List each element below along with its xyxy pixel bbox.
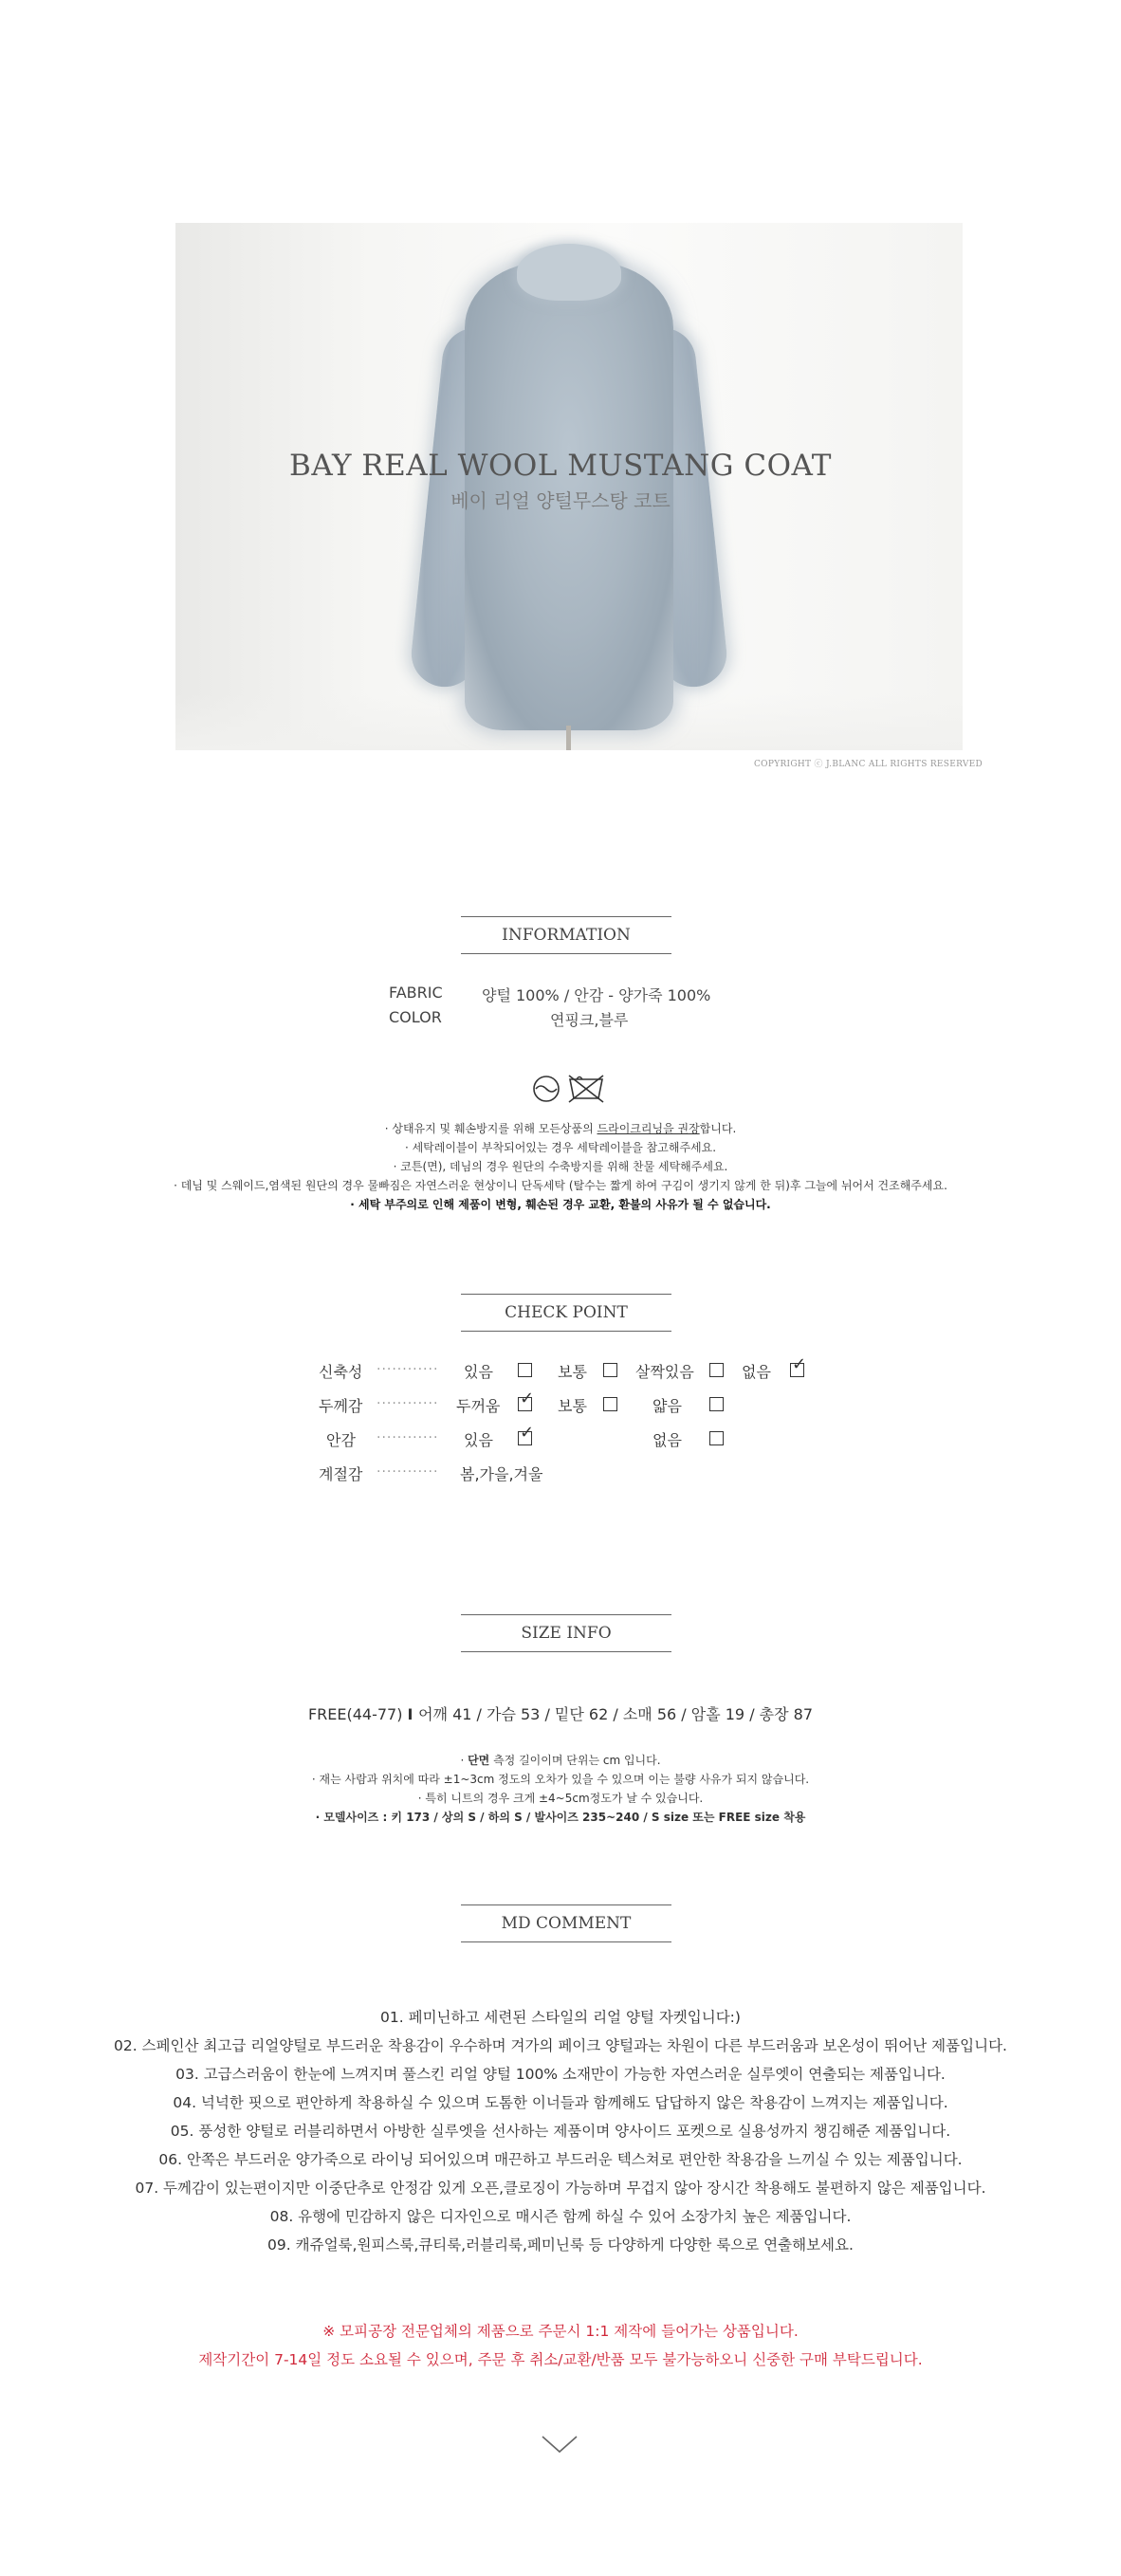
care-line-1-emphasis: 드라이크리닝을 권장: [597, 1122, 700, 1135]
checkpoint-label-thickness: 두께감: [319, 1397, 363, 1415]
md-comment-line: 01. 페미닌하고 세련된 스타일의 리얼 양털 자켓입니다:): [380, 2009, 741, 2026]
copyright-text: COPYRIGHT ⓒ J.BLANC ALL RIGHTS RESERVED: [754, 760, 983, 769]
color-label: COLOR: [389, 1008, 442, 1026]
stretch-normal-checkbox: [603, 1363, 617, 1377]
information-heading: INFORMATION: [461, 916, 671, 954]
stretch-yes-checkbox: [518, 1363, 532, 1377]
md-comment-line: 09. 캐쥬얼룩,원피스룩,큐티룩,러블리룩,페미닌룩 등 다양하게 다양한 룩으로 연출해보세요.: [267, 2236, 854, 2254]
md-comment-list: [0, 2003, 1121, 2259]
option-text: 있음: [464, 1363, 493, 1381]
md-comment-line: 05. 풍성한 양털로 러블리하면서 아방한 실루엣을 선사하는 제품이며 양사이드 포켓으로 실용성까지 챙김해준 제품입니다.: [170, 2123, 951, 2140]
option-text: 살짝있음: [635, 1363, 694, 1381]
care-warning: · 세탁 부주의로 인해 제품이 변형, 훼손된 경우 교환, 환불의 사유가 될 수 없습니다.: [350, 1198, 771, 1211]
measurement-values: 어깨 41 / 가슴 53 / 밑단 62 / 소매 56 / 암홀 19 / 총장 87: [418, 1705, 814, 1723]
color-value: 연핑크,블루: [550, 1011, 629, 1029]
mannequin-stand: [566, 726, 571, 750]
leader-dots: ············: [377, 1362, 439, 1377]
option-text: 없음: [742, 1363, 771, 1381]
checkpoint-label-stretch: 신축성: [319, 1363, 363, 1381]
option-text: 두꺼움: [456, 1397, 501, 1415]
size-measurements: FREE(44-77) I 어깨 41 / 가슴 53 / 밑단 62 / 소매 56 / 암홀 19 / 총장 87: [307, 1705, 814, 1723]
md-comment-line: 08. 유행에 민감하지 않은 디자인으로 매시즌 함께 하실 수 있어 소장가치 높은 제품입니다.: [269, 2208, 852, 2225]
leader-dots: ············: [377, 1464, 439, 1480]
lining-yes-checkbox: [518, 1431, 532, 1445]
fabric-label: FABRIC: [389, 984, 443, 1002]
thickness-normal-checkbox: [603, 1397, 617, 1411]
size-note-2: · 재는 사람과 위치에 따라 ±1~3cm 정도의 오차가 있을 수 있으며 이는 불량 사유가 되지 않습니다.: [311, 1773, 810, 1786]
chevron-down-icon: [539, 2433, 580, 2456]
md-comment-heading: MD COMMENT: [461, 1904, 671, 1942]
lining-no-checkbox: [709, 1431, 724, 1445]
coat-collar: [517, 244, 621, 301]
care-line-3: · 코튼(면), 데님의 경우 원단의 수축방지를 위해 찬물 세탁해주세요.: [393, 1160, 728, 1173]
checkpoint-heading: CHECK POINT: [461, 1294, 671, 1332]
option-text: 보통: [558, 1397, 587, 1415]
product-subtitle: 베이 리얼 양털무스탕 코트: [450, 489, 671, 512]
care-line-4: · 데님 및 스웨이드,염색된 원단의 경우 물빠짐은 자연스러운 현상이니 단독세탁 (탈수는 짧게 하여 구김이 생기지 않게 한 뒤)후 그늘에 뉘어서 건조해주세요.: [174, 1179, 947, 1192]
checkpoint-label-lining: 안감: [326, 1431, 356, 1449]
care-line-1: · 상태유지 및 훼손방지를 위해 모든상품의 드라이크리닝을 권장합니다.: [384, 1122, 737, 1135]
order-notice-line-1: ※ 모피공장 전문업체의 제품으로 주문시 1:1 제작에 들어가는 상품입니다.: [322, 2323, 799, 2340]
care-instructions: [0, 1119, 1121, 1214]
md-comment-line: 02. 스페인산 최고급 리얼양털로 부드러운 착용감이 우수하며 겨가의 페이크 양털과는 차원이 다른 부드러움과 보온성이 뛰어난 제품입니다.: [114, 2037, 1007, 2054]
md-comment-line: 06. 안쪽은 부드러운 양가죽으로 라이닝 되어있으며 매끈하고 부드러운 텍스쳐로 편안한 착용감을 느끼실 수 있는 제품입니다.: [158, 2151, 963, 2168]
size-info-heading: SIZE INFO: [461, 1614, 671, 1652]
size-note-3: · 특히 니트의 경우 크게 ±4~5cm정도가 날 수 있습니다.: [417, 1792, 704, 1805]
thickness-thick-checkbox: [518, 1397, 532, 1411]
checkpoint-label-season: 계절감: [319, 1465, 363, 1483]
care-line-2: · 세탁레이블이 부착되어있는 경우 세탁레이블을 참고해주세요.: [404, 1141, 717, 1154]
size-label: FREE(44-77): [307, 1705, 403, 1723]
thickness-thin-checkbox: [709, 1397, 724, 1411]
option-text: 얇음: [652, 1397, 682, 1415]
option-text: 보통: [558, 1363, 587, 1381]
md-comment-line: 07. 두께감이 있는편이지만 이중단추로 안정감 있게 오픈,클로징이 가능하며 무겁지 않아 장시간 착용해도 불편하지 않은 제품입니다.: [135, 2180, 986, 2197]
no-bleach-icon: [567, 1074, 605, 1104]
stretch-slight-checkbox: [709, 1363, 724, 1377]
leader-dots: ············: [377, 1396, 439, 1411]
product-title: BAY REAL WOOL MUSTANG COAT: [289, 449, 832, 483]
hand-wash-icon: [531, 1075, 561, 1103]
size-notes: [0, 1751, 1121, 1827]
md-comment-line: 04. 넉넉한 핏으로 편안하게 착용하실 수 있으며 도톰한 이너들과 함께해도 답답하지 않은 착용감이 느껴지는 제품입니다.: [173, 2094, 948, 2111]
option-text: 없음: [652, 1431, 682, 1449]
md-comment-line: 03. 고급스러움이 한눈에 느껴지며 풀스킨 리얼 양털 100% 소재만이 가능한 자연스러운 실루엣이 연출되는 제품입니다.: [175, 2066, 946, 2083]
leader-dots: ············: [377, 1430, 439, 1445]
option-text: 있음: [464, 1431, 493, 1449]
fabric-value: 양털 100% / 안감 - 양가죽 100%: [482, 986, 711, 1004]
model-size: · 모델사이즈 : 키 173 / 상의 S / 하의 S / 발사이즈 235~240 / S size 또는 FREE size 착용: [315, 1811, 806, 1824]
order-notice-line-2: 제작기간이 7-14일 정도 소요될 수 있으며, 주문 후 취소/교환/반품 모두 불가능하오니 신중한 구매 부탁드립니다.: [198, 2351, 923, 2368]
season-value: 봄,가을,겨울: [460, 1465, 543, 1483]
stretch-none-checkbox: [790, 1363, 804, 1377]
order-notice: [0, 2317, 1121, 2374]
size-note-1: · 단면 측정 길이이며 단위는 cm 입니다.: [460, 1754, 661, 1767]
